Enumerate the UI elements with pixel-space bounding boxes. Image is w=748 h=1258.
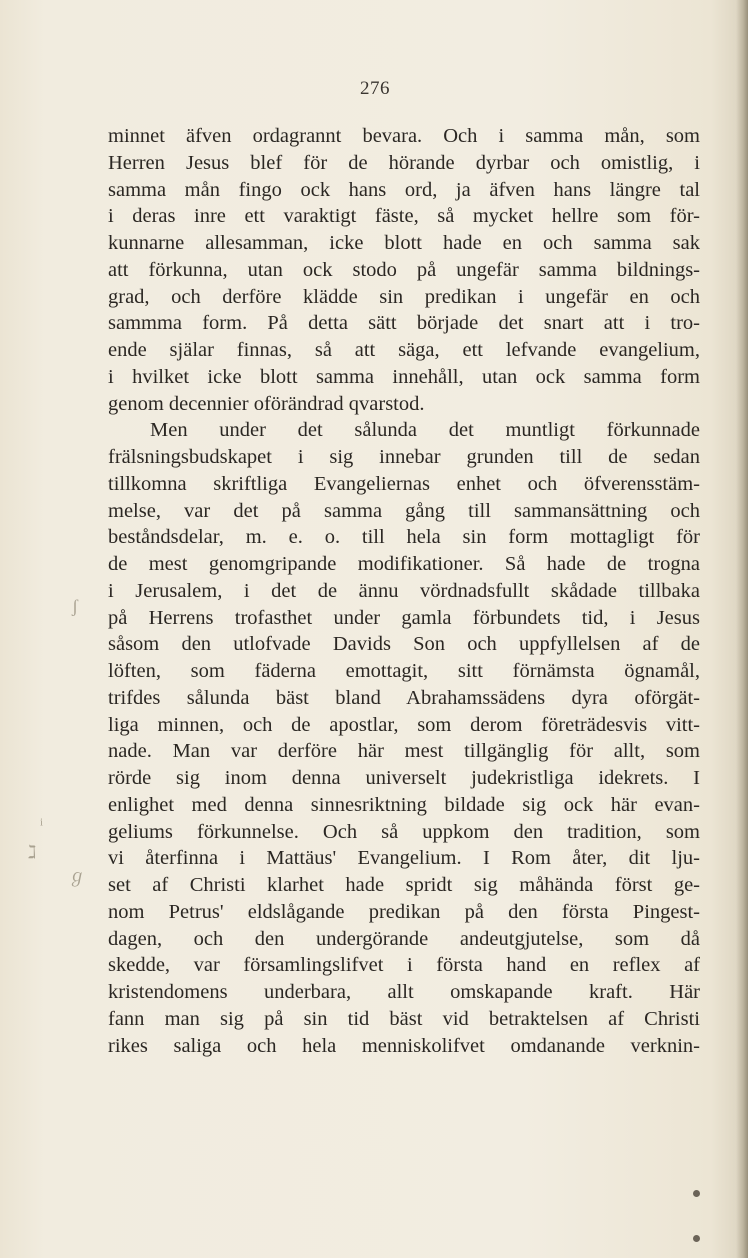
text-line: frälsningsbudskapet i sig innebar grunden till de sedan bbox=[108, 446, 700, 468]
text-line: tillkomna skriftliga Evangeliernas enhet och öfverensstäm- bbox=[108, 472, 700, 495]
text-line: skedde, var församlingslifvet i första hand en reflex af bbox=[108, 954, 700, 977]
text-line: nade. Man var derföre här mest tillgänglig för allt, som bbox=[108, 740, 700, 763]
text-line: kunnarne allesamman, icke blott hade en och samma sak bbox=[108, 232, 700, 254]
page-edge-shadow bbox=[736, 0, 748, 1258]
text-line: dagen, och den undergörande andeutgjutelse, som då bbox=[108, 927, 700, 950]
text-line: såsom den utlofvade Davids Son och uppfyllelsen af de bbox=[108, 633, 700, 656]
text-line: nom Petrus' eldslågande predikan på den första Pingest- bbox=[108, 900, 700, 923]
text-line: ende själar finnas, så att säga, ett lefvande evangelium, bbox=[108, 339, 700, 361]
body-text bbox=[108, 123, 700, 1059]
text-line: set af Christi klarhet hade spridt sig måhända först ge- bbox=[108, 874, 700, 896]
pencil-margin-mark: ᵢ bbox=[40, 808, 43, 828]
text-line: enlighet med denna sinnesriktning bildade sig ock här evan- bbox=[108, 793, 700, 816]
text-line: i Jerusalem, i det de ännu vördnadsfullt skådade tillbaka bbox=[108, 579, 700, 602]
text-line: genom decennier oförändrad qvarstod. bbox=[108, 392, 425, 415]
text-line: melse, var det på samma gång till sammansättning och bbox=[108, 499, 700, 522]
text-line: fann man sig på sin tid bäst vid betraktelsen af Christi bbox=[108, 1007, 700, 1030]
text-line: Herren Jesus blef för de hörande dyrbar och omistlig, i bbox=[108, 151, 700, 174]
text-line: minnet äfven ordagrannt bevara. Och i samma mån, som bbox=[108, 125, 700, 147]
ink-spot bbox=[693, 1235, 700, 1242]
text-line: i hvilket icke blott samma innehåll, utan ock samma form bbox=[108, 365, 700, 388]
text-line: rörde sig inom denna universelt judekristliga idekrets. I bbox=[108, 767, 700, 789]
page-number: 276 bbox=[360, 78, 390, 99]
text-line: trifdes sålunda bäst bland Abrahamssädens dyra oförgät- bbox=[108, 686, 700, 709]
pencil-margin-mark: ℷ bbox=[28, 842, 37, 862]
text-line: på Herrens trofasthet under gamla förbundets tid, i Jesus bbox=[108, 606, 700, 629]
text-line: att förkunna, utan ock stodo på ungefär samma bildnings- bbox=[108, 258, 700, 281]
text-line: liga minnen, och de apostlar, som derom företrädesvis vitt- bbox=[108, 713, 700, 736]
text-line: rikes saliga och hela menniskolifvet omdanande verknin- bbox=[108, 1034, 700, 1057]
text-line: Men under det sålunda det muntligt förkunnade bbox=[150, 419, 700, 442]
pencil-margin-mark: ʃ bbox=[72, 596, 78, 616]
text-line: samma mån fingo ock hans ord, ja äfven hans längre tal bbox=[108, 178, 700, 201]
ink-spot bbox=[693, 1190, 700, 1197]
text-line: grad, och derföre klädde sin predikan i ungefär en och bbox=[108, 285, 700, 308]
text-line: i deras inre ett varaktigt fäste, så mycket hellre som för- bbox=[108, 205, 700, 228]
text-line: geliums förkunnelse. Och så uppkom den tradition, som bbox=[108, 820, 700, 843]
text-line: sammma form. På detta sätt började det snart att i tro- bbox=[108, 312, 700, 335]
text-line: de mest genomgripande modifikationer. Så hade de trogna bbox=[108, 553, 700, 575]
text-line: vi återfinna i Mattäus' Evangelium. I Rom åter, dit lju- bbox=[108, 847, 700, 870]
text-line: beståndsdelar, m. e. o. till hela sin form mottagligt för bbox=[108, 526, 700, 549]
pencil-margin-mark: ℊ bbox=[68, 866, 86, 886]
text-line: kristendomens underbara, allt omskapande kraft. Här bbox=[108, 981, 700, 1003]
text-line: löften, som fäderna emottagit, sitt förnämsta ögnamål, bbox=[108, 660, 700, 682]
